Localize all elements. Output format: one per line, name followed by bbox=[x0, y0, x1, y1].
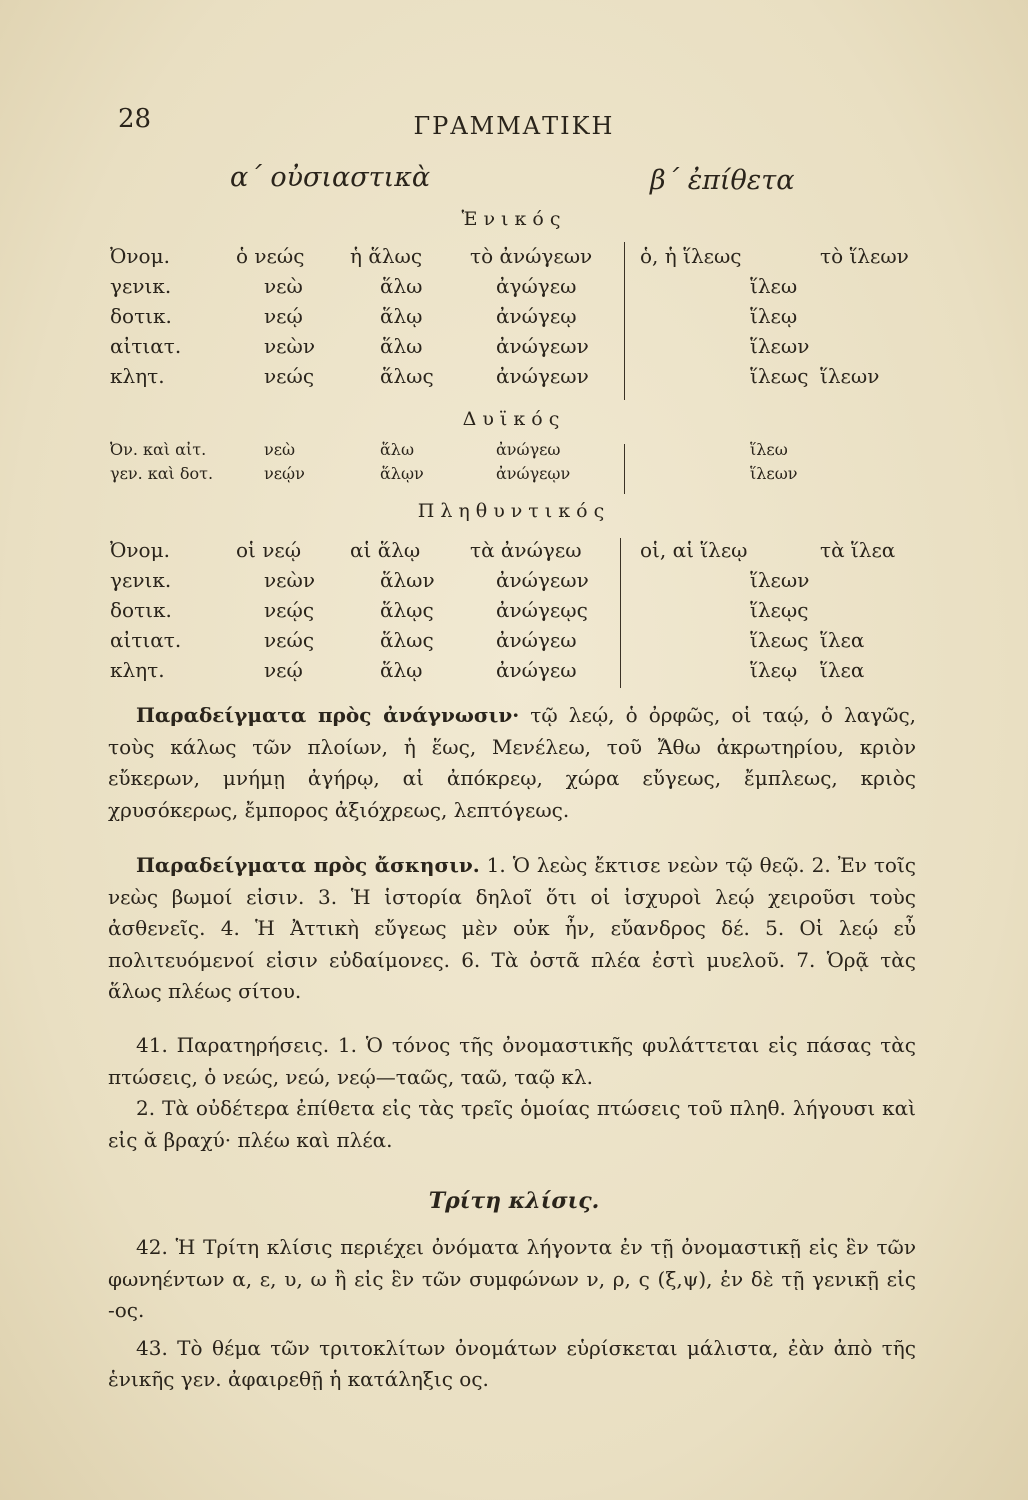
cell-adj-n: ἵλεα bbox=[820, 628, 865, 652]
cell-alos: ἅλω bbox=[380, 440, 414, 459]
cell-anogeon: ἀνώγεω bbox=[496, 628, 577, 652]
cell-alos: αἱ ἅλῳ bbox=[350, 538, 421, 562]
third-declension-block bbox=[108, 1232, 916, 1396]
cell-adj-m: ἵλεων bbox=[750, 568, 810, 592]
paragraph-43: 43. Τὸ θέμα τῶν τριτοκλίτων ὀνομάτων εὑρίσκεται μάλιστα, ἐὰν ἀπὸ τῆς ἑνικῆς γεν. ἀφαιρεθῇ ἡ κατάληξις ος. bbox=[108, 1335, 916, 1392]
cell-adj-m: ἵλεως bbox=[750, 364, 809, 388]
cell-anogeon: ἀγώγεω bbox=[496, 274, 577, 298]
cell-alos: ἅλως bbox=[380, 628, 434, 652]
cell-case: αἰτιατ. bbox=[110, 334, 182, 358]
cell-alos: ἡ ἅλως bbox=[350, 244, 423, 268]
cell-adj-m: ἵλεῳς bbox=[750, 598, 809, 622]
cell-adj-m: ἵλεῳ bbox=[750, 658, 798, 682]
cell-alos: ἅλων bbox=[380, 568, 435, 592]
cell-adj-m: ὁ, ἡ ἵλεως bbox=[640, 244, 742, 268]
paragraph-41: 41. Παρατηρήσεις. 1. Ὁ τόνος τῆς ὀνομαστικῆς φυλάττεται εἰς πάσας τὰς πτώσεις, ὁ νεώς, νεώ, νεῴ—ταῶς, ταῶ, ταῷ κλ. bbox=[108, 1033, 916, 1089]
cell-case: αἰτιατ. bbox=[110, 628, 182, 652]
cell-anogeon: ἀνώγεω bbox=[496, 658, 577, 682]
cell-adj-n: ἵλεα bbox=[820, 658, 865, 682]
table-row bbox=[0, 568, 1028, 598]
cell-alos: ἅλως bbox=[380, 364, 434, 388]
cell-case: Ὀνομ. bbox=[110, 244, 170, 268]
paragraph-42: 42. Ἡ Τρίτη κλίσις περιέχει ὀνόματα λήγοντα ἐν τῇ ὀνομαστικῇ εἰς ἓν τῶν φωνηέντων α, ε, υ, ω ἢ εἰς ἓν τῶν συμφώνων ν, ρ, ς (ξ,ψ), ἐν δὲ τῇ γενικῇ εἰς -ος. bbox=[108, 1235, 916, 1323]
exercise-heading: Παραδείγματα πρὸς ἄσκησιν. bbox=[136, 853, 480, 877]
cell-anogeon: ἀνώγεῳν bbox=[496, 464, 571, 483]
cell-adj-m: ἵλεως bbox=[750, 628, 809, 652]
cell-anogeon: ἀνώγεῳς bbox=[496, 598, 588, 622]
cell-alos: ἅλῳ bbox=[380, 304, 423, 328]
cell-neos: νεῴ bbox=[264, 304, 303, 328]
table-row bbox=[0, 244, 1028, 274]
cell-neos: νεὼν bbox=[264, 334, 315, 358]
cell-alos: ἅλῳ bbox=[380, 658, 423, 682]
cell-adj-n: τὰ ἵλεα bbox=[820, 538, 896, 562]
cell-alos: ἅλῳν bbox=[380, 464, 424, 483]
cell-case: Ὀνομ. bbox=[110, 538, 170, 562]
cell-adj-m: ἵλεων bbox=[750, 334, 810, 358]
cell-neos: νεῴ bbox=[264, 658, 303, 682]
cell-alos: ἅλω bbox=[380, 334, 423, 358]
table-row bbox=[0, 274, 1028, 304]
cell-anogeon: ἀνώγεῳ bbox=[496, 304, 577, 328]
cell-anogeon: ἀνώγεων bbox=[496, 568, 589, 592]
section-nouns-title: α΄ οὐσιαστικὰ bbox=[230, 162, 431, 193]
cell-adj-m: ἵλεω bbox=[750, 274, 798, 298]
cell-case: κλητ. bbox=[110, 364, 165, 388]
cell-alos: ἅλω bbox=[380, 274, 423, 298]
cell-alos: ἅλῳς bbox=[380, 598, 434, 622]
cell-anogeon: τὰ ἀνώγεω bbox=[470, 538, 582, 562]
page-number: 28 bbox=[118, 104, 152, 134]
page-header bbox=[0, 100, 1028, 140]
cell-case: δοτικ. bbox=[110, 304, 172, 328]
paragraph-41-2: 2. Τὰ οὐδέτερα ἐπίθετα εἰς τὰς τρεῖς ὁμοίας πτώσεις τοῦ πληθ. λήγουσι καὶ εἰς ᾰ βραχύ· πλέω καὶ πλέα. bbox=[108, 1096, 916, 1152]
cell-adj-n: ἵλεων bbox=[820, 364, 880, 388]
observations-block bbox=[108, 1030, 916, 1156]
reading-block bbox=[108, 700, 916, 826]
singular-heading: Ἑνικός bbox=[461, 208, 567, 230]
cell-adj-m: ἵλεῳ bbox=[750, 304, 798, 328]
table-row bbox=[0, 304, 1028, 334]
cell-anogeon: τὸ ἀνώγεων bbox=[470, 244, 593, 268]
cell-case: Ὀν. καὶ αἰτ. bbox=[110, 440, 207, 459]
section-adjectives-title: β΄ ἐπίθετα bbox=[650, 165, 795, 196]
plural-heading: Πληθυντικός bbox=[417, 500, 611, 522]
table-row bbox=[0, 334, 1028, 364]
cell-case: δοτικ. bbox=[110, 598, 172, 622]
cell-neos: νεὼ bbox=[264, 440, 296, 459]
column-divider bbox=[620, 538, 621, 688]
table-row bbox=[0, 628, 1028, 658]
table-row bbox=[0, 464, 1028, 494]
third-declension-heading: Τρίτη κλίσις. bbox=[428, 1188, 600, 1214]
cell-neos: νεὼν bbox=[264, 568, 315, 592]
cell-case: κλητ. bbox=[110, 658, 165, 682]
cell-anogeon: ἀνώγεω bbox=[496, 440, 561, 459]
cell-case: γεν. καὶ δοτ. bbox=[110, 464, 214, 483]
cell-neos: νεὼ bbox=[264, 274, 303, 298]
column-divider bbox=[624, 444, 625, 494]
cell-neos: οἱ νεῴ bbox=[236, 538, 302, 562]
exercise-text: 1. Ὁ λεὼς ἔκτισε νεὼν τῷ θεῷ. 2. Ἐν τοῖς νεὼς βωμοί εἰσιν. 3. Ἡ ἱστορία δηλοῖ ὅτι οἱ ἰσχυροὶ λεῴ χειροῦσι τοὺς ἀσθενεῖς. 4. Ἡ Ἀττικὴ εὔγεως μὲν οὐκ ἦν, εὔανδρος δέ. 5. Οἱ λεῴ εὖ πολιτευόμενοί εἰσιν εὐδαίμονες. 6. Τὰ ὀστᾶ πλέα ἐστὶ μυελοῦ. 7. Ὁρᾷ τὰς ἅλως πλέως σίτου. bbox=[108, 853, 917, 1004]
cell-case: γενικ. bbox=[110, 568, 172, 592]
table-row bbox=[0, 658, 1028, 688]
cell-anogeon: ἀνώγεων bbox=[496, 364, 589, 388]
cell-neos: νεώς bbox=[264, 364, 315, 388]
cell-neos: νεώς bbox=[264, 628, 315, 652]
dual-heading: Δυϊκός bbox=[462, 408, 566, 430]
column-divider bbox=[624, 242, 625, 400]
cell-neos: νεῴς bbox=[264, 598, 315, 622]
table-row bbox=[0, 538, 1028, 568]
cell-adj-m: ἵλεων bbox=[750, 464, 798, 483]
cell-case: γενικ. bbox=[110, 274, 172, 298]
cell-adj-n: τὸ ἵλεων bbox=[820, 244, 909, 268]
page-title: ΓΡΑΜΜΑΤΙΚΗ bbox=[413, 112, 615, 140]
cell-neos: νεῴν bbox=[264, 464, 305, 483]
reading-text: τῷ λεῴ, ὁ ὀρφῶς, οἱ ταῴ, ὁ λαγῶς, τοὺς κάλως τῶν πλοίων, ἡ ἕως, Μενέλεω, τοῦ Ἄθω ἀκρωτηρίου, κριὸν εὔκερων, μνήμῃ ἀγήρῳ, αἱ ἀπόκρεῳ, χώρα εὔγεως, ἔμπλεως, κριὸς χρυσόκερως, ἔμπορος ἀξιόχρεως, λεπτόγεως. bbox=[108, 703, 917, 822]
table-row bbox=[0, 598, 1028, 628]
exercise-block bbox=[108, 850, 916, 1008]
cell-neos: ὁ νεώς bbox=[236, 244, 305, 268]
cell-adj-m: ἵλεω bbox=[750, 440, 788, 459]
cell-adj-m: οἱ, αἱ ἵλεῳ bbox=[640, 538, 748, 562]
table-row bbox=[0, 364, 1028, 394]
cell-anogeon: ἀνώγεων bbox=[496, 334, 589, 358]
reading-heading: Παραδείγματα πρὸς ἀνάγνωσιν· bbox=[136, 703, 520, 727]
